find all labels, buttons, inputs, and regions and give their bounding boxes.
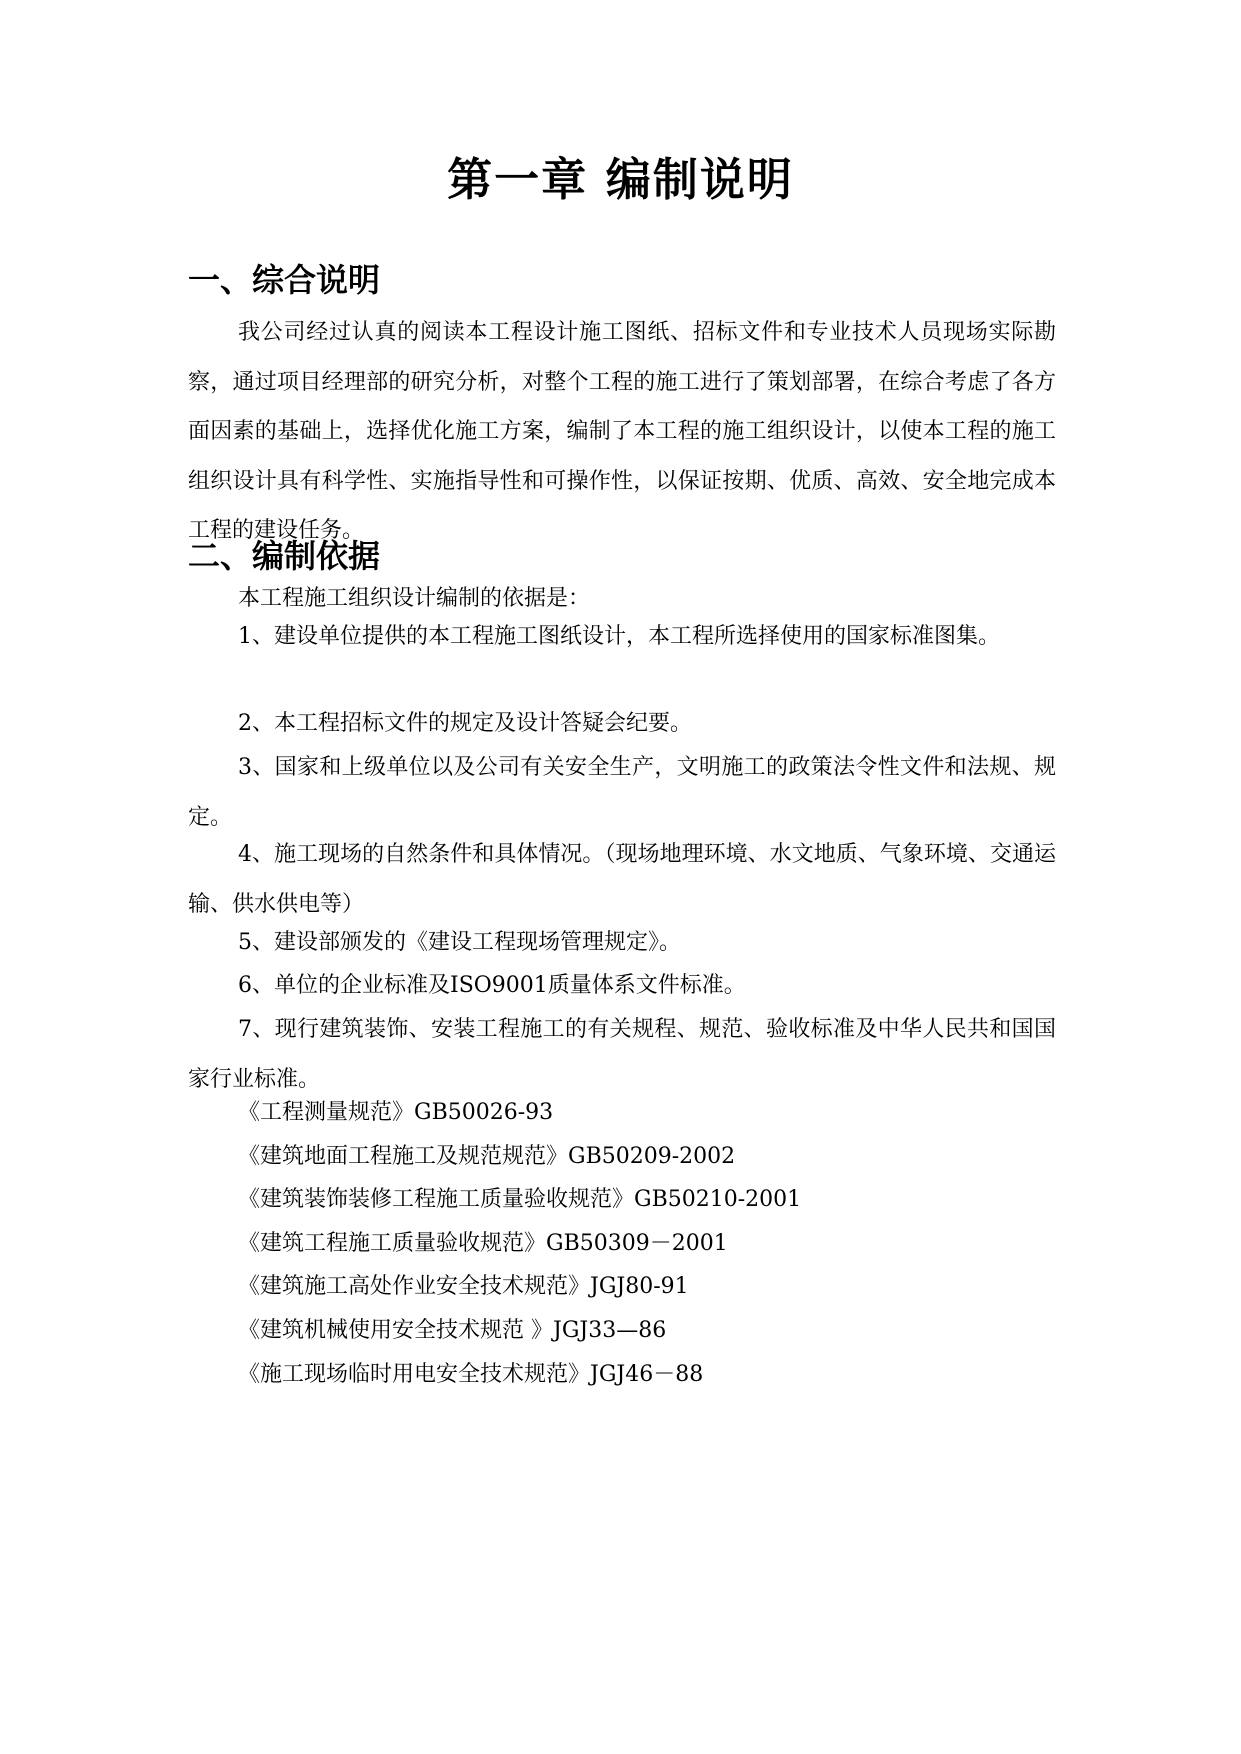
standard-line: 《建筑地面工程施工及规范规范》GB50209-2002 <box>238 1144 736 1169</box>
overview-paragraph: 我公司经过认真的阅读本工程设计施工图纸、招标文件和专业技术人员现场实际勘察，通过项目经理部的研究分析，对整个工程的施工进行了策划部署，在综合考虑了各方面因素的基础上，选择优化施工方案，编制了本工程的施工组织设计，以使本工程的施工组织设计具有科学性、实施指导性和可操作性，以保证按期、优质、高效、安全地完成本工程的建设任务。 <box>188 320 1056 543</box>
standard-line: 《建筑机械使用安全技术规范 》JGJ33—86 <box>238 1318 667 1343</box>
basis-item-2: 2、本工程招标文件的规定及设计答疑会纪要。 <box>238 711 692 736</box>
section-heading-overview: 一、综合说明 <box>188 261 381 299</box>
standard-line: 《建筑工程施工质量验收规范》GB50309－2001 <box>238 1231 728 1256</box>
basis-item-7: 7、现行建筑装饰、安装工程施工的有关规程、规范、验收标准及中华人民共和国国家行业标准。 <box>188 1017 1056 1092</box>
basis-item-1: 1、建设单位提供的本工程施工图纸设计，本工程所选择使用的国家标准图集。 <box>238 624 1000 649</box>
standard-line: 《建筑装饰装修工程施工质量验收规范》GB50210-2001 <box>238 1187 802 1212</box>
basis-item-6: 6、单位的企业标准及ISO9001质量体系文件标准。 <box>238 973 746 998</box>
standard-line: 《工程测量规范》GB50026-93 <box>238 1100 554 1125</box>
basis-item-4: 4、施工现场的自然条件和具体情况。（现场地理环境、水文地质、气象环境、交通运输、供水供电等） <box>188 842 1056 917</box>
standard-line: 《建筑施工高处作业安全技术规范》JGJ80-91 <box>238 1274 689 1299</box>
basis-item-3: 3、国家和上级单位以及公司有关安全生产，文明施工的政策法令性文件和法规、规定。 <box>188 755 1056 830</box>
section-heading-basis: 二、编制依据 <box>188 537 381 575</box>
basis-item-5: 5、建设部颁发的《建设工程现场管理规定》。 <box>238 930 681 955</box>
chapter-title: 第一章 编制说明 <box>447 153 794 206</box>
standard-line: 《施工现场临时用电安全技术规范》JGJ46－88 <box>238 1362 704 1387</box>
basis-intro: 本工程施工组织设计编制的依据是： <box>238 586 591 611</box>
